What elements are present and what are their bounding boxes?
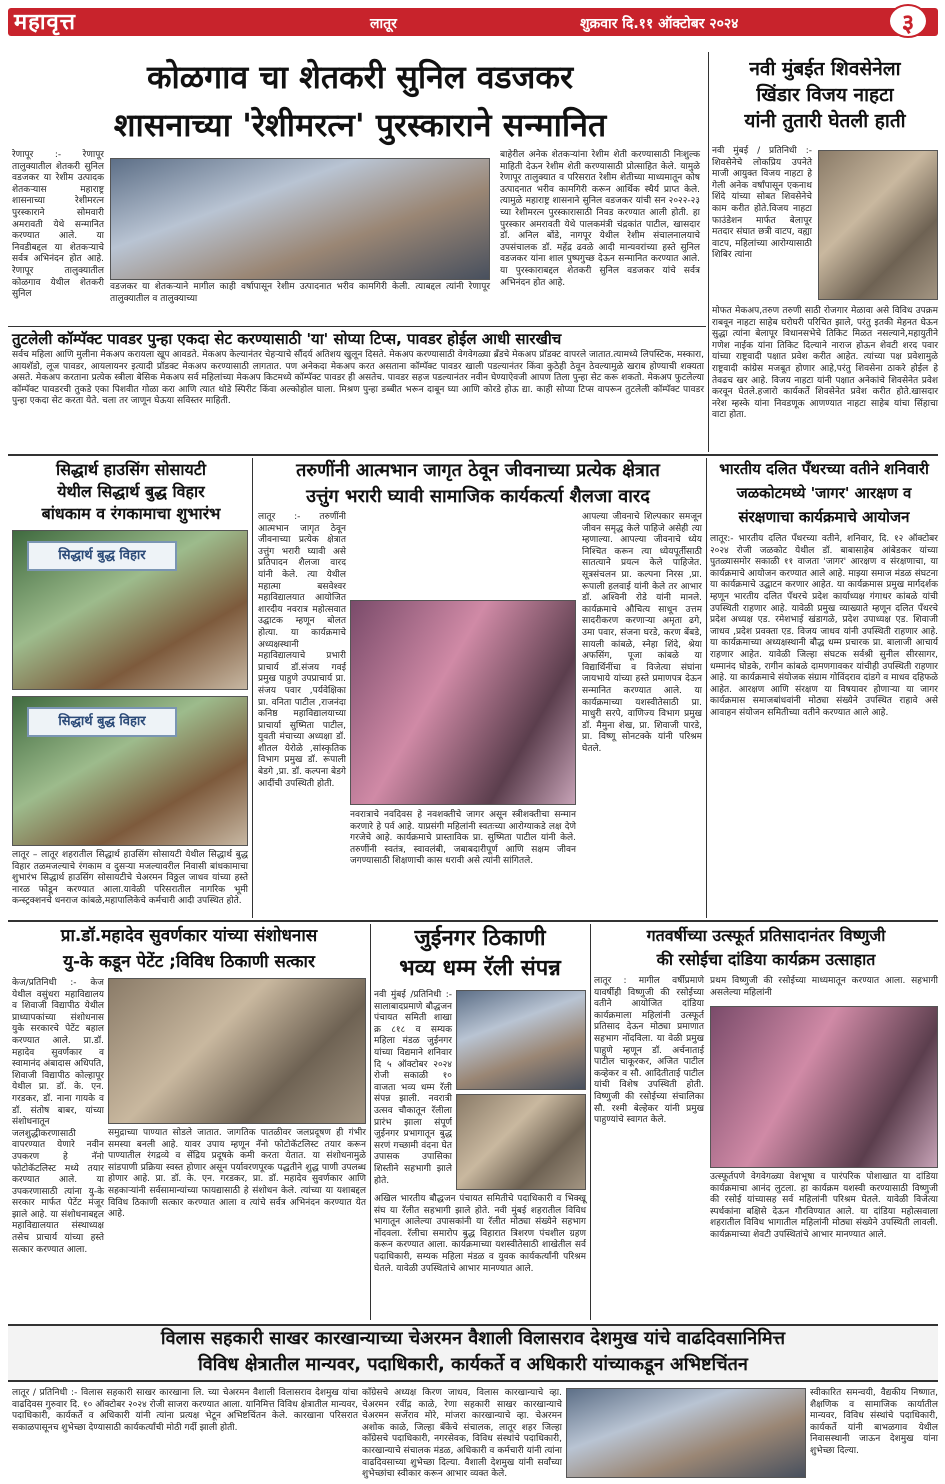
story5-headline-2: उत्तुंग भरारी घ्यावी सामाजिक कार्यकर्त्या शैलजा वारद: [306, 486, 650, 507]
story7-photo: [108, 978, 366, 1124]
story9-col1: लातूर : मागील वर्षीप्रमाणे यावर्षीही विष्णुजी की रसोईच्या वतीने आयोजित दांडिया कार्यक्रमाला महिलांनी उत्स्फूर्त प्रतिसाद देऊन मोठ्या प्रमाणात सहभाग नोंदविला. या वेळी प्रमुख पाहुणे म्हणून डॉ. अर्चनाताई पाटील चाकूरकर, अजित पाटील कव्हेकर व सौ. आदितीताई पाटील यांची विशेष उपस्थिती होती. विष्णुजी की रसोईच्या संचालिका सौ. रश्मी बेल्हेकर यांनी प्रमुख पाहुण्यांचे स्वागत केले.: [594, 976, 704, 1126]
section-rule: [8, 920, 938, 922]
story8-col2: अखिल भारतीय बौद्धजन पंचायत समितीचे पदाधिकारी व भिक्खू संघ या रॅलीत सहभागी झाले होते. नवी मुंबई शहरातील विविध भागातून आलेल्या उपासकांनी या रॅलीत मोठ्या संख्येने सहभाग नोंदवला. रॅलीचा समारोप बुद्ध विहारात त्रिशरण पंचशील ग्रहण करून करण्यात आला. कार्यक्रमाच्या यशस्वीतेसाठी शाखेतील सर्व पदाधिकारी, सम्यक महिला मंडळ व युवक कार्यकर्त्यांनी परिश्रम घेतले. यावेळी उपस्थितांचे आभार मानण्यात आले.: [374, 1194, 586, 1274]
masthead: महावृत्त: [14, 10, 76, 35]
story5-headline-1: तरुणींनी आत्मभान जागृत ठेवून जीवनाच्या प्रत्येक क्षेत्रात: [296, 460, 660, 481]
story8-photo-1: [456, 990, 586, 1090]
story8-headline-1: जुईनगर ठिकाणी: [414, 926, 546, 951]
story8-headline-2: भव्य धम्म रॅली संपन्न: [399, 956, 561, 981]
page-header: [0, 0, 945, 40]
story10-headline-1: विलास सहकारी साखर कारखान्याच्या चेअरमन वैशाली विलासराव देशमुख यांचे वाढदिवसानिमित्त: [160, 1328, 786, 1349]
story2-portrait: [818, 150, 938, 300]
story5-col2: नवरात्राचे नवदिवस हे नवशक्तीचे जागर असून स्त्रीशक्तीचा सन्मान करणारे हे पर्व आहे. याप्रसंगी महिलांनी स्वतःच्या आरोग्याकडे लक्ष देणे गरजेचे आहे. कार्यक्रमाचे प्रास्ताविक प्रा. सुष्मिता पाटील यांनी केले. तरुणींनी स्वतंत्र, स्वावलंबी, जबाबदारीपूर्ण आणि सक्षम जीवन जगण्यासाठी शिक्षणाची कास धरावी असे त्यांनी सांगितले.: [350, 810, 576, 867]
story9-headline-1: गतवर्षीच्या उत्स्फूर्त प्रतिसादानंतर विष्णुजी: [646, 926, 886, 945]
story2-col-bottom: मोफत मेकअप,तरुण तरुणी साठी रोजगार मेळावा असे विविध उपक्रम राबवून नाहटा साहेब घरोघरी परिचित झाले, परंतु इतकी मेहनत घेऊन सुद्धा त्यांना बेलापूर विधानसभेचे तिकिट मिळत नसल्याने,महायुतीने गणेश नाईक यांना तिकिट दिल्याने नाराज होऊन शेवटी शरद पवार यांच्या राष्ट्रवादी पक्षात प्रवेश करीत आहेत. त्यांच्या पक्ष प्रवेशामुळे राष्ट्रवादी कांग्रेस मजबूत होणार आहे,परंतु शिवसेना ठाकरे होईल हे तेवढच खर आहे. विजय नाहटा यांनी पक्षात अनेकांचे शिवसेनेत प्रवेश करवून घेतले.हजारो कार्यकर्ते शिवसेनेत प्रवेश करीत होते.खासदार नरेश म्हस्के यांना निवडणूक आणण्यात नाहटा साहेब यांचा सिंहाचा वाटा होता.: [712, 306, 938, 421]
page-number: ३: [888, 4, 928, 38]
story5-col3: आपल्या जीवनाचे शिल्पकार समजून जीवन समृद्ध केले पाहिजे असेही त्या म्हणाल्या. आपल्या जीवनाचे ध्येय निश्चित करून त्या ध्येयपूर्तीसाठी सातत्याने प्रयत्न केले पाहिजेत. सूत्रसंचलन प्रा. कल्पना निरस ,प्रा. रूपाली हलवाई यांनी केले तर आभार डॉ. अश्विनी रोडे यांनी मानले. कार्यक्रमाचे औचित्य साधून उत्तम सादरीकरण करणाऱ्या अमृता ढगे, उमा पवार, संजना घरडे, करण बेंबडे, सायली कांबळे, स्नेहा शिंदे, श्रेया अफसिंग, पूजा कांबळे या विद्यार्थिनींचा व विजेत्या संघांना जायभाये यांच्या हस्ते प्रमाणपत्र देऊन सन्मानित करण्यात आले. या कार्यक्रमाच्या यशस्वीतेसाठी प्रा. माधुरी सरपे, वाणिज्य विभाग प्रमुख डॉ. मैमुना शेख, प्रा. शिवाजी पारडे, प्रा. विष्णू सोनटक्के यांनी परिश्रम घेतले.: [582, 512, 702, 754]
vihar-sign: सिद्धार्थ बुद्ध विहार: [27, 707, 177, 737]
story1-col1: रेणापूर :- रेणापूर तालुक्यातील शेतकरी सुनिल वडजकर या रेशीम उत्पादक शेतकऱ्यास महाराष्ट्र शासनाच्या रेशीमरत्न पुरस्काराने सोमवारी अमरावती येथे सन्मानित करण्यात आले. या निवडीबद्दल या शेतकऱ्याचे सर्वत्र अभिनंदन होत आहे. रेणापूर तालुक्यातील कोळगाव येथील शेतकरी सुनिल: [12, 150, 104, 300]
header-city: लातूर: [370, 16, 397, 32]
column-divider: [590, 924, 591, 1320]
story7-col1: केज/प्रतिनिधी :- केज येथील वसुंधरा महाविद्यालय व शिवाजी विद्यापीठ येथील प्राध्यापकांच्या संशोधनास युके सरकारचे पेटेंट बहाल करण्यात आले. प्रा.डॉ. महादेव सुवर्णकार व स्वामानंद अंबादास अधिपति, शिवाजी विद्यापीठ कोल्हापूर येथील प्रा. डॉ. के. एन. गरडकर, डॉ. नाना गायके व डॉ. संतोष बाबर, यांच्या संशोधनातून जलशुद्धीकरणासाठी वापरण्यात येणारे नवीन उपकरण हे नॅनो फोटोकॅटलिस्ट मध्ये तयार करण्यात आले. या उपकरणासाठी त्यांना यु-के सरकार मार्फत पेटेंट मंजूर झाले आहे. या संशोधनाबद्दल महाविद्यालयात संस्थाध्यक्ष तसेच प्राचार्य यांच्या हस्ते सत्कार करण्यात आला.: [12, 978, 104, 1255]
story1-headline-2: शासनाच्या 'रेशीमरत्न' पुरस्काराने सन्मानित: [113, 106, 607, 144]
story4-headline-1: सिद्धार्थ हाउसिंग सोसायटी: [55, 460, 207, 479]
section-rule: [8, 454, 938, 456]
story1-headline-1: कोळगाव चा शेतकरी सुनिल वडजकर: [146, 58, 574, 96]
story8-col1: नवी मुंबई /प्रतिनिधी :- सालाबादप्रमाणे बौद्धजन पंचायत समिती शाखा क्र ८१८ व सम्यक महिला मंडळ जुईनगर यांच्या विद्यमाने शनिवार दि ५ ऑक्टोबर २०२४ रोजी सकाळी १० वाजता भव्य धम्म रॅली संपन्न झाली. नवरात्री उत्सव चौकातून रॅलीला प्रारंभ झाला संपूर्ण जुईनगर प्रभागातून बुद्ध सरणं गच्छामी वंदना घेत उपासक उपासिका शिस्तीने सहभागी झाले होते.: [374, 990, 452, 1186]
column-divider: [708, 52, 709, 452]
story9-col3: उत्स्फूर्तपणे वेगवेगळ्या वेशभूषा व पारंपरिक पोशाखात या दांडिया कार्यक्रमाचा आनंद लुटला. हा कार्यक्रम यशस्वी करण्यासाठी विष्णुजी की रसोई यांच्यासह सर्व महिलांनी परिश्रम घेतले. यावेळी विजेत्या स्पर्धकांना बक्षिसे देऊन गौरविण्यात आले. या दांडिया महोत्सवाला शहरातील विविध भागातील महिलांनी मोठ्या संख्येने उपस्थिती लावली. कार्यक्रमाच्या शेवटी उपस्थितांचे आभार मानण्यात आले.: [710, 1172, 938, 1240]
section-rule: [8, 326, 706, 327]
story9-col2: प्रथम विष्णुजी की रसोईच्या माध्यमातून करण्यात आला. सहभागी असलेल्या महिलांनी: [710, 976, 938, 998]
column-divider: [370, 924, 371, 1320]
vihar-sign: सिद्धार्थ बुद्ध विहार: [27, 541, 177, 571]
story4-headline-3: बांधकाम व रंगकामाचा शुभारंभ: [41, 504, 221, 523]
story10-headline-2: विविध क्षेत्रातील मान्यवर, पदाधिकारी, कार्यकर्ते व अधिकारी यांच्याकडून अभिष्टचिंतन: [198, 1354, 748, 1375]
story6-headline-2: जळकोटमध्ये 'जागर' आरक्षण व: [736, 484, 912, 502]
story7-headline-2: यु-के कडून पेटेंट ;विविध ठिकाणी सत्कार: [63, 952, 315, 972]
story2-headline-3: यांनी तुतारी घेतली हाती: [744, 110, 906, 132]
story2-col-top: नवी मुंबई / प्रतिनिधी :- शिवसेनेचे लोकप्रिय उपनेते माजी आयुक्त विजय नाहटा हे गेली अनेक वर्षांपासून एकनाथ शिंदे यांच्या सोबत शिवसेनेचे काम करीत होते.विजय नाहटा फाउंडेशन मार्फत बेलापूर मतदार संघात छत्री वाटप, वह्या वाटप, महिलांच्या आरोग्यासाठी शिबिर त्यांना: [712, 146, 812, 261]
story1-col2: वडजकर या शेतकऱ्याने मागील काही वर्षापासून रेशीम उत्पादनात भरीव कामगिरी केली. त्याबद्दल त्यांनी रेणापूर तालुक्यातील व तालुक्याच्या: [110, 282, 490, 304]
story10-col3: स्वीकारित समन्वयी, वैद्यकीय निष्णात, शैक्षणिक व सामाजिक कार्यातील मान्यवर, विविध संस्थांचे पदाधिकारी, कार्यकर्ते यांनी बाभळगाव येथील निवासस्थानी जाऊन देशमुख यांना शुभेच्छा दिल्या.: [810, 1388, 938, 1456]
story7-headline-1: प्रा.डॉ.महादेव सुवर्णकार यांच्या संशोधनास: [60, 926, 318, 946]
story2-headline-1: नवी मुंबईत शिवसेनेला: [749, 58, 901, 80]
story3-headline: तुटलेली कॉम्पॅक्ट पावडर पुन्हा एकदा सेट करण्यासाठी 'या' सोप्या टिप्स, पावडर होईल आधी सारखीच: [12, 330, 562, 348]
story1-col3: बाहेरील अनेक शेतकऱ्यांना रेशीम शेती करण्यासाठी निःशुल्क माहिती देऊन रेशीम शेती करण्यासाठी प्रोत्साहित केले. यामुळे रेणापूर तालुक्यात व परिसरात रेशीम शेतीच्या माध्यमातून कोष उत्पादनात भरीव कामगिरी करून आर्थिक स्थैर्य प्राप्त केले. त्यामुळे महाराष्ट्र शासनाने सुनिल वडजकर यांची सन २०२२-२३ च्या रेशीमरत्न पुरस्कारासाठी निवड करण्यात आली होती. हा पुरस्कार अमरावती येथे पालकमंत्री चंद्रकांत पाटील, खासदार डॉ. अनिल बोंडे, नागपूर येथील रेशीम संचालनालयाचे उपसंचालक डॉ. महेंद्र ढवळे आदी मान्यवरांच्या हस्ते सुनिल वडजकर यांना शाल पुष्पगुच्छ देऊन सन्मानित करण्यात आले. या पुरस्काराबद्दल शेतकरी सुनिल वडजकर यांचे सर्वत्र अभिनंदन होत आहे.: [500, 150, 700, 288]
story9-headline-2: की रसोईचा दांडिया कार्यक्रम उत्साहात: [656, 950, 876, 969]
story5-col1: लातूर :- तरुणींनी आत्मभान जागृत ठेवून जीवनाच्या प्रत्येक क्षेत्रात उत्तुंग भरारी घ्यावी असे प्रतिपादन शैलजा वारद यांनी केले. त्या येथील महात्मा बसवेश्वर महाविद्यालयात आयोजित शारदीय नवरात्र महोत्सवात उद्घाटक म्हणून बोलत होत्या. या कार्यक्रमाचे अध्यक्षस्थानी महाविद्यालयाचे प्रभारी प्राचार्य डॉ.संजय गवई प्रमुख पाहुणे उपप्राचार्य प्रा. संजय पवार ,पर्यवेक्षिका प्रा. वनिता पाटील ,राजनंदा कनिष्ठ महाविद्यालयाच्या प्राचार्या सुष्मिता पाटील, युवती मंचाच्या अध्यक्षा डॉ. शीतल येरोळे ,सांस्कृतिक विभाग प्रमुख डॉ. रूपाली बेडगे ,प्रा. डॉ. कल्पना बेडगे आदींची उपस्थिती होती.: [258, 512, 346, 789]
story10-photo: [566, 1388, 806, 1478]
story2-headline-2: खिंडार विजय नाहटा: [756, 84, 894, 106]
story10-col1: लातूर / प्रतिनिधी :- विलास सहकारी साखर कारखाना लि. च्या चेअरमन वैशाली विलासराव देशमुख यांचा वाढदिवस गुरुवार दि. १० ऑक्टोबर २०२४ रोजी साजरा करण्यात आला. यानिमित्त विविध क्षेत्रातील मान्यवर, पदाधिकारी, कार्यकर्ते व अधिकारी यांनी त्यांना प्रत्यक्ष भेटून अभिष्टचिंतन केले. कारखाना परिसरात सकाळपासूनच शुभेच्छा देण्यासाठी कार्यकर्त्यांची मोठी गर्दी झाली होती.: [12, 1388, 358, 1433]
story4-photo-1: [12, 530, 248, 690]
header-date: शुक्रवार दि.११ ऑक्टोबर २०२४: [580, 16, 739, 32]
column-divider: [706, 458, 707, 918]
story4-photo-2: [12, 696, 248, 846]
story9-photo: [710, 1006, 938, 1168]
story6-body: लातूर:- भारतीय दलित पँथरच्या वतीने, शनिवार, दि. १२ ऑक्टोबर २०२४ रोजी जळकोट येथील डॉ. बाबासाहेब आंबेडकर यांच्या पुतळ्यासमोर सकाळी ११ वाजता 'जागर' आरक्षण व संरक्षणाचा, या कार्यक्रमाचे आयोजन करण्यात आले आहे. माझ्या समाज मंडळ संघटना या कार्यक्रमाचे उद्घाटन करणार आहेत. या कार्यक्रमास प्रमुख मार्गदर्शक म्हणून भारतीय दलित पँथरचे प्रदेश कार्याध्यक्ष गंगाधर कांबळे यांची उपस्थिती राहणार आहे. यावेळी प्रमुख व्याख्याते म्हणून दलित पँथरचे प्रदेश अध्यक्ष एड. रमेशभाई खंडागळे, प्रदेश उपाध्यक्ष एड. शिवाजी जाधव ,प्रदेश प्रवक्ता एड. विजय जाधव यांनी उपस्थिती राहणार आहे. या कार्यक्रमाच्या अध्यक्षस्थानी बौद्ध धम्म प्रचारक प्रा. बालाजी आचार्य राहणार आहेत. यावेळी जिल्हा संघटक सर्वश्री सुनील सीरसागर, धम्मानंद घोडके, रागीन कांबळे दामणगावकर यांचीही उपस्थिती राहणार आहे. या कार्यक्रमाचे संयोजक संग्राम गोविंदराव दांडगे व माधव दहिफळे आहेत. आरक्षण आणि संरक्षण या विषयावर होणाऱ्या या जागर कार्यक्रमास समाजबांधवांनी मोठ्या संख्येने उपस्थित राहावे असे आवाहन संयोजन समितीच्या वतीने करण्यात आले आहे.: [710, 534, 938, 718]
story7-col2: समुद्राच्या पाण्यात सोडले जातात. जागतिक पातळीवर जलप्रदूषण ही गंभीर समस्या बनली आहे. यावर उपाय म्हणून नॅनो फोटोकॅटलिस्ट तयार करून पाण्यातील रंगद्रव्ये व सेंद्रिय प्रदूषके कमी करता येतात. या संशोधनामुळे सांडपाणी प्रक्रिया स्वस्त होणार असून पर्यावरणपूरक पद्धतीने शुद्ध पाणी उपलब्ध होणार आहे. प्रा. डॉ. के. एन. गरडकर, प्रा. डॉ. महादेव सुवर्णकार आणि सहकाऱ्यांनी सर्वसामान्यांच्या फायद्यासाठी हे संशोधन केले. त्यांच्या या यशाबद्दल विविध ठिकाणी सत्कार करण्यात आला व त्यांचे सर्वत्र अभिनंदन करण्यात येत आहे.: [108, 1128, 366, 1220]
story8-photo-2: [456, 1094, 586, 1190]
story3-body: सर्वच महिला आणि मुलीना मेकअप करायला खूप आवडते. मेकअप केल्यानंतर चेहऱ्याचे सौंदर्य अतिशय खुलून दिसते. मेकअप करण्यासाठी वेगवेगळ्या ब्रँडचे मेकअप प्रॉडक्ट वापरले जातात.त्यामध्ये लिपस्टिक, मस्कारा, आयशॅडो, लूज पावडर, आयलायनर इत्यादी प्रॉडक्ट मेकअप करण्यासाठी लागतात. पण अनेकदा मेकअप करत असताना कॉम्पॅक्ट पावडर खाली पडल्यानंतर किंवा कुठेही ठेवून ठेवल्यामुळे खराब होण्याची शक्यता असते. मेकअप करताना प्रत्येक स्त्रीला बेसिक मेकअप सर्व महिलांच्या मेकअप किटमध्ये कॉम्पॅक्ट पावडर ही असतेच. पावडर सहज पडल्यानंतर नवीन घेण्याऐवजी आपण तिला पुन्हा सेट करू शकतो. मेकअप फुटलेल्या कॉम्पॅक्ट पावडरची तुकडे एका पिशवीत गोळा करा आणि त्यात थोडे स्पिरीट किंवा अल्कोहोल घाला. मिश्रण पुन्हा डब्बीत भरून दाबून घ्या आणि कोरडे होऊ द्या. काही सोप्या टिप्स वापरून तुटलेली कॉम्पॅक्ट पावडर पुन्हा एकदा सेट करता येते. चला तर जाणून घेऊया सविस्तर माहिती.: [12, 350, 704, 407]
story4-headline-2: येथील सिद्धार्थ बुद्ध विहार: [57, 482, 205, 501]
story1-photo: [110, 158, 490, 280]
story5-photo: [350, 600, 576, 805]
story10-col2: कॉंग्रेसचे अध्यक्ष किरण जाधव, विलास कारखान्याचे व्हा. चेअरमन रवींद्र काळे, रेणा सहकारी साखर कारखान्याचे चेअरमन सर्जेराव मोरे, मांजरा कारखान्याचे व्हा. चेअरमन अशोक काळे, जिल्हा बँकेचे संचालक, लातूर शहर जिल्हा काँग्रेसचे पदाधिकारी, नगरसेवक, विविध संस्थांचे पदाधिकारी, कारखान्याचे संचालक मंडळ, अधिकारी व कर्मचारी यांनी त्यांना वाढदिवसाच्या शुभेच्छा दिल्या. वैशाली देशमुख यांनी सर्वांच्या शुभेच्छांचा स्वीकार करून आभार व्यक्त केले.: [362, 1388, 562, 1480]
story4-body: लातूर – लातूर शहरातील सिद्धार्थ हाउसिंग सोसायटी येथील सिद्धार्थ बुद्ध विहार तळमजल्याचे रंगकाम व दुसऱ्या मजल्यावरील निवासी बांधकामाचा शुभारंभ सिद्धार्थ हाउसिंग सोसायटीचे चेअरमन विठ्ठल जाधव यांच्या हस्ते नारळ फोडून करण्यात आला.यावेळी परिसरातील नागरिक भूमी कन्स्ट्रक्शनचे धनराज कांबळे,महापालिकेचे कर्मचारी आदी उपस्थित होते.: [12, 850, 248, 907]
column-divider: [252, 458, 253, 918]
story6-headline-3: संरक्षणाचा कार्यक्रमाचे आयोजन: [738, 508, 910, 526]
story6-headline-1: भारतीय दलित पँथरच्या वतीने शनिवारी: [719, 460, 929, 478]
